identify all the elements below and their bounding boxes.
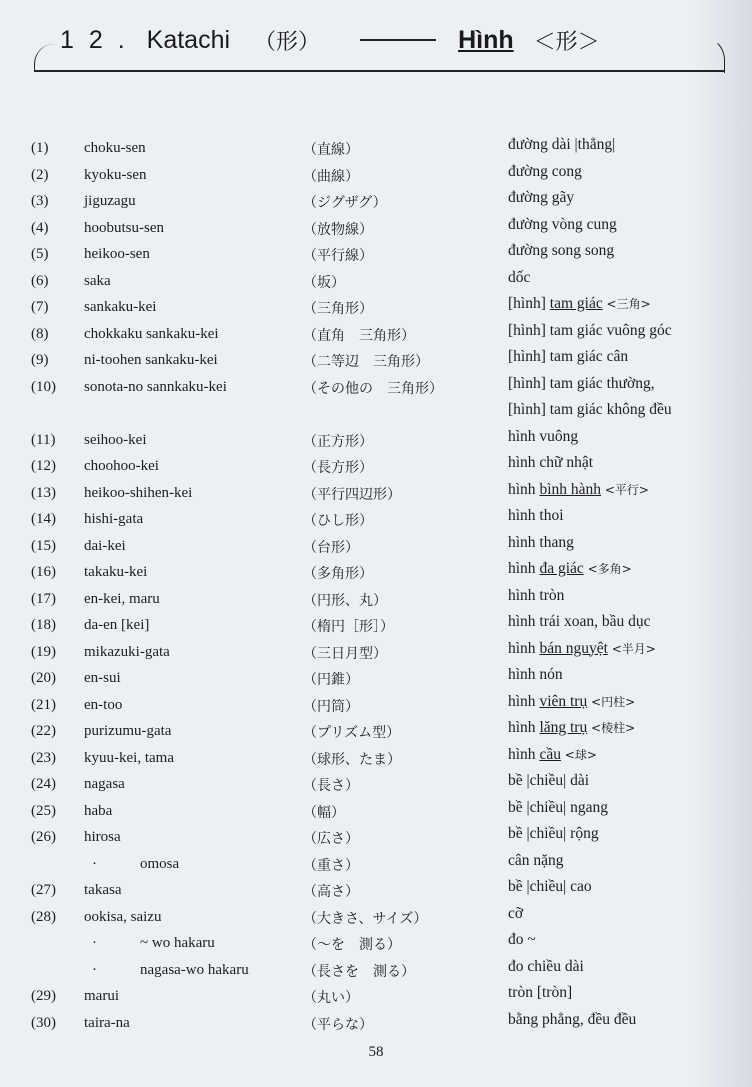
entry-romaji: jiguzagu bbox=[84, 193, 136, 209]
entry-vietnamese-text: bề |chiều| rộng bbox=[508, 825, 599, 842]
vocab-row bbox=[0, 136, 752, 163]
entry-kanji: （楕円［形］） bbox=[303, 619, 394, 635]
entry-romaji: ni-toohen sankaku-kei bbox=[84, 352, 218, 368]
entry-romaji: takasa bbox=[84, 882, 122, 898]
entry-kanji: （長さ） bbox=[303, 778, 359, 794]
entry-vietnamese bbox=[508, 136, 615, 154]
entry-romaji: en-sui bbox=[84, 670, 121, 686]
vocab-row bbox=[0, 719, 752, 746]
entry-vietnamese bbox=[508, 587, 564, 605]
entry-vietnamese bbox=[508, 799, 608, 817]
entry-kanji: （円筒） bbox=[303, 698, 359, 715]
vocab-row bbox=[0, 560, 752, 587]
entry-number: (26) bbox=[31, 829, 56, 845]
vocab-row bbox=[0, 587, 752, 614]
entry-vietnamese-kanji: <半月> bbox=[607, 641, 656, 656]
entry-romaji: kyuu-kei, tama bbox=[84, 749, 174, 766]
vocab-row bbox=[0, 640, 752, 667]
vocab-row bbox=[0, 799, 752, 826]
entry-vietnamese-text: đường dài |thẳng| bbox=[508, 136, 616, 153]
vocab-row bbox=[0, 295, 752, 322]
entry-number: · bbox=[92, 855, 97, 872]
entry-vietnamese-term: bình hành bbox=[539, 480, 601, 498]
entry-number: (6) bbox=[31, 272, 49, 289]
entry-vietnamese bbox=[508, 189, 574, 207]
entry-kanji: （その他の 三角形） bbox=[303, 380, 443, 397]
entry-kanji: （三日月型） bbox=[303, 645, 387, 662]
entry-vietnamese bbox=[508, 534, 574, 552]
entry-number: (20) bbox=[31, 670, 56, 686]
entry-vietnamese-term: viên trụ bbox=[539, 692, 588, 710]
entry-number: · bbox=[92, 961, 97, 978]
entry-kanji: （重さ） bbox=[303, 857, 359, 874]
entry-vietnamese bbox=[508, 1011, 636, 1029]
entry-number: (18) bbox=[31, 617, 56, 633]
entry-vietnamese-text: hình bbox=[508, 692, 540, 710]
entry-number: (17) bbox=[31, 590, 56, 607]
entry-vietnamese bbox=[508, 216, 617, 234]
entry-romaji: seihoo-kei bbox=[84, 431, 147, 448]
entry-romaji: heikoo-sen bbox=[84, 246, 150, 262]
vocab-row bbox=[0, 1011, 752, 1038]
entry-number: (30) bbox=[31, 1014, 56, 1031]
section-kanji-right: ＜形＞ bbox=[533, 29, 600, 55]
section-romaji: Katachi bbox=[146, 25, 231, 54]
vocab-row bbox=[0, 348, 752, 375]
entry-number: (22) bbox=[31, 723, 56, 739]
entry-number: (21) bbox=[31, 696, 56, 713]
entry-romaji: hoobutsu-sen bbox=[84, 219, 164, 236]
entry-vietnamese bbox=[508, 852, 564, 870]
entry-vietnamese-text: cỡ bbox=[508, 904, 524, 922]
entry-number: (24) bbox=[31, 776, 56, 792]
entry-number: (3) bbox=[31, 193, 49, 209]
entry-vietnamese-text: hình trái xoan, bầu dục bbox=[508, 613, 651, 630]
entry-vietnamese bbox=[508, 507, 564, 525]
entry-vietnamese bbox=[508, 163, 582, 181]
entry-kanji: （円錐） bbox=[303, 672, 359, 688]
entry-number: (14) bbox=[31, 511, 56, 527]
entry-vietnamese-kanji: <三角> bbox=[602, 297, 651, 311]
entry-vietnamese-term: lăng trụ bbox=[539, 719, 588, 736]
entry-romaji: nagasa-wo hakaru bbox=[140, 961, 249, 978]
entry-romaji: nagasa bbox=[84, 776, 125, 792]
entry-vietnamese-text: [hình] tam giác thường, bbox=[508, 374, 655, 392]
entry-romaji: choohoo-kei bbox=[84, 458, 159, 474]
entry-kanji: （坂） bbox=[303, 274, 345, 291]
vocab-row bbox=[0, 852, 752, 879]
entry-kanji: （丸い） bbox=[303, 990, 359, 1006]
entry-vietnamese bbox=[508, 666, 563, 684]
entry-romaji: hirosa bbox=[84, 829, 121, 845]
entry-romaji: choku-sen bbox=[84, 140, 146, 156]
entry-number: (13) bbox=[31, 484, 56, 501]
entry-romaji: sankaku-kei bbox=[84, 299, 157, 315]
entry-romaji: saka bbox=[84, 272, 111, 289]
entry-number: (25) bbox=[31, 802, 56, 819]
entry-vietnamese bbox=[508, 295, 651, 313]
entry-vietnamese-term: bán nguyệt bbox=[539, 639, 608, 657]
entry-vietnamese bbox=[508, 613, 650, 631]
section-vietnamese: Hình bbox=[458, 25, 514, 54]
entry-number: (12) bbox=[31, 458, 56, 474]
entry-romaji: kyoku-sen bbox=[84, 166, 147, 183]
entry-kanji: （放物線） bbox=[303, 221, 373, 238]
entry-kanji: （プリズム型） bbox=[303, 725, 401, 741]
entry-vietnamese bbox=[508, 348, 628, 366]
entry-romaji: da-en [kei] bbox=[84, 617, 150, 633]
entry-kanji: （高さ） bbox=[303, 884, 359, 900]
entry-vietnamese-text: đường gãy bbox=[508, 189, 575, 206]
vocabulary-list bbox=[0, 136, 752, 1037]
entry-romaji: taira-na bbox=[84, 1014, 130, 1031]
entry-romaji: hishi-gata bbox=[84, 511, 144, 527]
entry-vietnamese-text: bề |chiều| dài bbox=[508, 772, 590, 789]
section-number: 1 2 . bbox=[60, 25, 129, 54]
entry-vietnamese-text: đường cong bbox=[508, 162, 582, 180]
vocab-row bbox=[0, 507, 752, 534]
entry-number: (19) bbox=[31, 643, 56, 660]
entry-vietnamese bbox=[508, 481, 649, 499]
page-number: 58 bbox=[368, 1044, 384, 1060]
entry-number: (27) bbox=[31, 882, 56, 898]
vocab-row bbox=[0, 878, 752, 905]
entry-vietnamese bbox=[508, 931, 536, 949]
entry-kanji: （曲線） bbox=[303, 168, 359, 185]
entry-vietnamese-text: đường song song bbox=[508, 242, 615, 259]
header-frame-rule bbox=[34, 70, 724, 72]
entry-vietnamese bbox=[508, 242, 614, 260]
entry-kanji: （平行四辺形） bbox=[303, 486, 401, 503]
entry-romaji: chokkaku sankaku-kei bbox=[84, 325, 219, 342]
vocab-row bbox=[0, 693, 752, 720]
entry-number: (8) bbox=[31, 325, 49, 342]
entry-kanji: （直角 三角形） bbox=[303, 327, 415, 344]
entry-number: (23) bbox=[31, 749, 56, 766]
vocab-row bbox=[0, 931, 752, 958]
entry-vietnamese-text: hình chữ nhật bbox=[508, 454, 594, 471]
entry-vietnamese-text: bề |chiều| cao bbox=[508, 878, 592, 895]
entry-vietnamese-text: hình thang bbox=[508, 533, 574, 551]
entry-vietnamese bbox=[508, 958, 584, 976]
entry-number: (1) bbox=[31, 140, 49, 156]
entry-vietnamese-text: hình bbox=[508, 639, 540, 657]
vocab-row bbox=[0, 269, 752, 296]
header-frame-right bbox=[640, 36, 725, 73]
entry-number: (10) bbox=[31, 378, 56, 395]
section-header bbox=[60, 20, 600, 60]
entry-vietnamese-kanji: <平行> bbox=[601, 482, 649, 497]
entry-kanji: （長さを 測る） bbox=[303, 963, 415, 980]
entry-number: (15) bbox=[31, 537, 56, 554]
vocab-row bbox=[0, 666, 752, 693]
entry-kanji: （～を 測る） bbox=[303, 937, 401, 953]
entry-kanji: （直線） bbox=[303, 142, 359, 158]
entry-number: (4) bbox=[31, 219, 49, 236]
entry-vietnamese bbox=[508, 746, 597, 764]
entry-romaji: omosa bbox=[140, 855, 180, 872]
entry-number: (7) bbox=[31, 299, 49, 315]
entry-romaji: ookisa, saizu bbox=[84, 908, 162, 925]
entry-romaji: en-kei, maru bbox=[84, 590, 160, 607]
entry-kanji: （広さ） bbox=[303, 831, 359, 847]
entry-vietnamese-kanji: <棱柱> bbox=[587, 721, 636, 735]
entry-vietnamese-text: hình nón bbox=[508, 666, 563, 683]
entry-number: (11) bbox=[31, 431, 56, 448]
entry-vietnamese-kanji: <円柱> bbox=[587, 694, 636, 709]
entry-vietnamese bbox=[508, 719, 635, 737]
entry-vietnamese-text: hình bbox=[508, 719, 540, 736]
vocab-row bbox=[0, 428, 752, 455]
entry-vietnamese bbox=[508, 269, 530, 287]
entry-vietnamese bbox=[508, 454, 593, 472]
entry-kanji: （円形、丸） bbox=[303, 592, 387, 609]
entry-kanji: （正方形） bbox=[303, 433, 373, 450]
vocab-row bbox=[0, 454, 752, 481]
entry-number: (29) bbox=[31, 988, 56, 1004]
entry-vietnamese-text: đo ~ bbox=[508, 931, 536, 948]
entry-vietnamese-kanji: <多角> bbox=[583, 562, 632, 576]
entry-kanji: （台形） bbox=[303, 539, 359, 556]
entry-romaji: haba bbox=[84, 802, 113, 819]
entry-number: (2) bbox=[31, 166, 49, 183]
entry-vietnamese bbox=[508, 375, 655, 393]
entry-romaji: marui bbox=[84, 988, 119, 1004]
entry-vietnamese-text: hình bbox=[508, 560, 540, 577]
entry-vietnamese-kanji: <球> bbox=[560, 747, 597, 762]
vocab-row bbox=[0, 189, 752, 216]
entry-vietnamese bbox=[508, 825, 599, 843]
entry-vietnamese-text: [hình] tam giác không đều bbox=[508, 401, 672, 418]
vocab-row bbox=[0, 242, 752, 269]
entry-number: · bbox=[92, 935, 97, 951]
entry-kanji: （大きさ、サイズ） bbox=[303, 910, 428, 927]
entry-vietnamese-text: hình tròn bbox=[508, 586, 565, 604]
vocab-row bbox=[0, 772, 752, 799]
entry-kanji: （球形、たま） bbox=[303, 751, 401, 768]
entry-vietnamese-text: hình thoi bbox=[508, 507, 564, 524]
entry-vietnamese bbox=[508, 772, 589, 790]
entry-vietnamese-text: hình bbox=[508, 745, 540, 763]
entry-number: (5) bbox=[31, 246, 49, 262]
vocab-row bbox=[0, 481, 752, 508]
entry-vietnamese-text: [hình] bbox=[508, 295, 550, 312]
entry-vietnamese-text: [hình] tam giác cân bbox=[508, 348, 629, 365]
entry-kanji: （二等辺 三角形） bbox=[303, 354, 429, 370]
entry-vietnamese bbox=[508, 322, 672, 340]
entry-kanji: （幅） bbox=[303, 804, 345, 821]
vocab-row bbox=[0, 401, 752, 428]
entry-vietnamese bbox=[508, 428, 578, 446]
entry-romaji: sonota-no sannkaku-kei bbox=[84, 378, 227, 395]
entry-vietnamese-term: tam giác bbox=[549, 295, 603, 312]
entry-romaji: dai-kei bbox=[84, 537, 126, 554]
entry-vietnamese-text: cân nặng bbox=[508, 851, 564, 869]
vocab-row bbox=[0, 958, 752, 985]
entry-kanji: （平行線） bbox=[303, 248, 373, 264]
entry-vietnamese-text: tròn [tròn] bbox=[508, 984, 573, 1001]
entry-romaji: takaku-kei bbox=[84, 564, 148, 580]
vocab-row bbox=[0, 825, 752, 852]
vocab-row bbox=[0, 322, 752, 349]
entry-vietnamese bbox=[508, 560, 632, 578]
entry-vietnamese bbox=[508, 984, 572, 1002]
header-dash bbox=[360, 39, 436, 41]
vocab-row bbox=[0, 534, 752, 561]
vocab-row bbox=[0, 905, 752, 932]
vocab-row bbox=[0, 984, 752, 1011]
entry-romaji: heikoo-shihen-kei bbox=[84, 484, 193, 501]
entry-vietnamese bbox=[508, 401, 672, 419]
entry-vietnamese-text: [hình] tam giác vuông góc bbox=[508, 321, 672, 339]
entry-kanji: （ひし形） bbox=[303, 513, 373, 529]
entry-vietnamese bbox=[508, 878, 592, 896]
entry-vietnamese-term: cầu bbox=[539, 745, 561, 763]
section-kanji: （形） bbox=[254, 29, 321, 55]
entry-vietnamese-term: đa giác bbox=[539, 560, 584, 577]
vocab-row bbox=[0, 163, 752, 190]
entry-kanji: （ジグザグ） bbox=[303, 195, 387, 211]
entry-vietnamese bbox=[508, 905, 523, 923]
entry-number: (9) bbox=[31, 352, 49, 368]
vocab-row bbox=[0, 746, 752, 773]
entry-vietnamese-text: bề |chiều| ngang bbox=[508, 798, 609, 816]
entry-vietnamese bbox=[508, 640, 656, 658]
entry-kanji: （三角形） bbox=[303, 301, 373, 317]
entry-kanji: （多角形） bbox=[303, 566, 373, 582]
vocab-row bbox=[0, 375, 752, 402]
entry-vietnamese-text: dốc bbox=[508, 268, 531, 286]
entry-kanji: （長方形） bbox=[303, 460, 373, 476]
entry-romaji: mikazuki-gata bbox=[84, 643, 170, 660]
entry-vietnamese-text: hình bbox=[508, 480, 540, 498]
entry-romaji: purizumu-gata bbox=[84, 723, 172, 739]
entry-kanji: （平らな） bbox=[303, 1016, 373, 1033]
entry-vietnamese-text: đường vòng cung bbox=[508, 215, 617, 233]
vocab-row bbox=[0, 613, 752, 640]
entry-vietnamese-text: bằng phẳng, đều đều bbox=[508, 1010, 637, 1028]
entry-romaji: ~ wo hakaru bbox=[140, 935, 215, 951]
entry-vietnamese bbox=[508, 693, 635, 711]
entry-number: (16) bbox=[31, 564, 56, 580]
entry-romaji: en-too bbox=[84, 696, 123, 713]
vocab-row bbox=[0, 216, 752, 243]
entry-vietnamese-text: hình vuông bbox=[508, 427, 579, 445]
entry-vietnamese-text: đo chiều dài bbox=[508, 957, 584, 975]
entry-number: (28) bbox=[31, 908, 56, 925]
